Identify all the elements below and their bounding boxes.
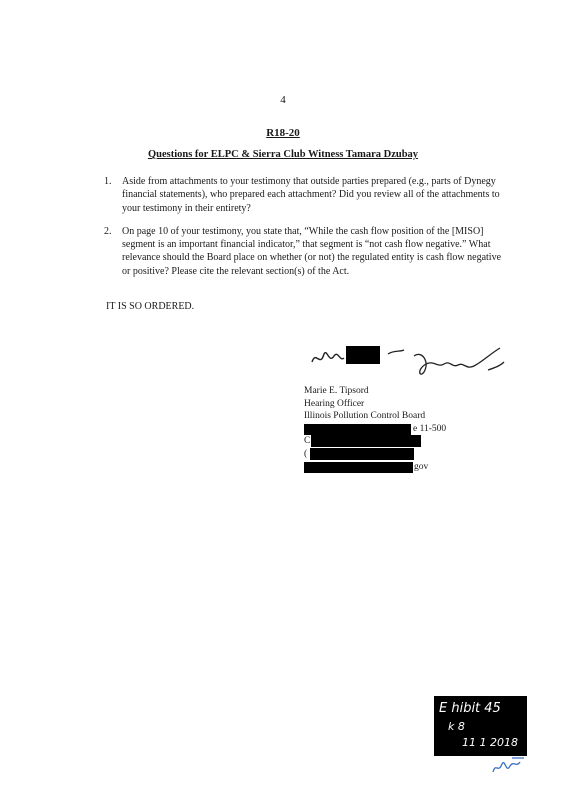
address-fragment: e 11-500 xyxy=(413,423,447,434)
question-list xyxy=(104,175,504,288)
phone-fragment: ( xyxy=(304,448,308,459)
signer-phone-line xyxy=(304,448,446,461)
order-statement: IT IS SO ORDERED. xyxy=(106,301,195,312)
redaction-bar xyxy=(310,448,414,460)
exhibit-stamp xyxy=(434,696,527,756)
question-item xyxy=(104,175,504,215)
signer-title: Hearing Officer xyxy=(304,398,365,409)
exhibit-mark: k 8 xyxy=(448,720,465,733)
exhibit-number: E hibit 45 xyxy=(439,701,501,716)
handwritten-signature xyxy=(304,340,509,382)
redaction-bar xyxy=(304,462,413,473)
page-number: 4 xyxy=(280,94,286,106)
handwritten-initials xyxy=(490,752,530,778)
email-fragment: gov xyxy=(414,461,429,472)
question-item xyxy=(104,225,504,278)
redaction-bar xyxy=(311,435,421,447)
signer-address-line xyxy=(304,423,446,436)
signer-organization: Illinois Pollution Control Board xyxy=(304,411,426,422)
question-text: Aside from attachments to your testimony that outside parties prepared (e.g., parts of Dynegy financial statements), who prepared each attachment? Did you review all of the attachments to your testimony in their entirety? xyxy=(122,176,500,214)
signer-city-line xyxy=(304,435,446,448)
docket-number: R18-20 xyxy=(266,127,300,139)
question-number: 2. xyxy=(104,225,112,237)
question-text: On page 10 of your testimony, you state that, “While the cash flow position of the [MISO] segment is an important financial indicator,” that segment is “not cash flow negative.” What relevance should the Board place on whether (or not) the regulated entity is cash flow negative or positive? Please cite the relevant section(s) of the Act. xyxy=(122,225,502,277)
redaction-bar xyxy=(304,424,411,435)
signer-email-line xyxy=(304,461,446,474)
signature-block xyxy=(304,385,446,473)
exhibit-date: 11 1 2018 xyxy=(462,736,518,749)
questions-heading: Questions for ELPC & Sierra Club Witness Tamara Dzubay xyxy=(147,149,419,160)
signer-name: Marie E. Tipsord xyxy=(304,386,369,396)
city-fragment: C xyxy=(304,436,311,447)
question-number: 1. xyxy=(104,176,112,187)
